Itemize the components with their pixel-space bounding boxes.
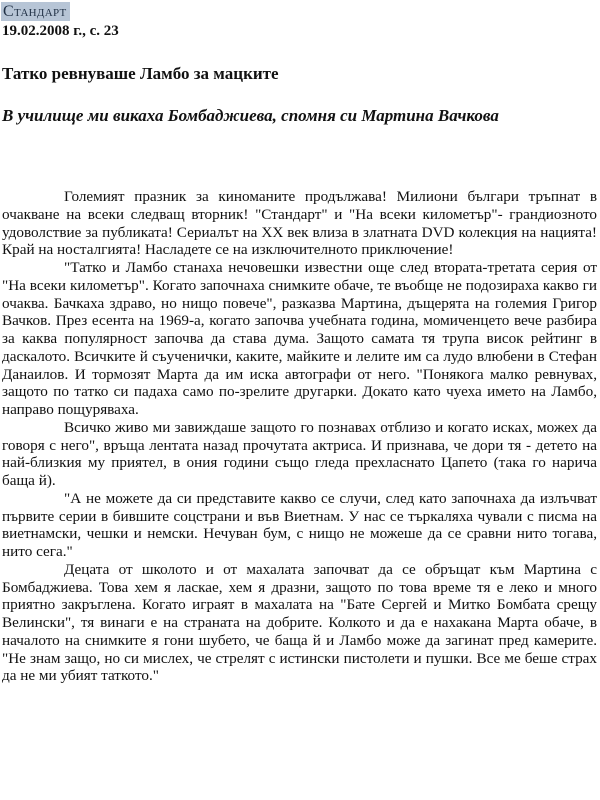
- article-headline: Татко ревнуваше Ламбо за мацките: [2, 64, 279, 83]
- article-subheadline: В училище ми викаха Бомбаджиева, спомня си Мартина Вачкова: [2, 106, 499, 125]
- article-body: [2, 188, 597, 685]
- paragraph: "Татко и Ламбо станаха нечовешки известни още след втората-третата серия от "На всеки километър". Когато започнаха снимките обаче, те въобще не подозираха какво ги очаква. Бачкаха здраво, но нищо повече", разказва Мартина, дъщерята на големия Григор Вачков. През есента на 1969-а, когато започва учебната година, момиченцето вече разбира за каква популярност започва да става дума. Защото самата тя трупа висок рейтинг в даскалото. Всичките й съученички, каките, майките и лелите им са лудо влюбени в Стефан Данаилов. И тормозят Марта да им иска автографи от него. "Понякога малко ревнувах, защото по татко си падаха само по-зрелите другарки. Докато като чуеха името на Ламбо, направо пощуряваха.: [2, 259, 597, 418]
- newspaper-masthead: Стандарт: [1, 2, 70, 21]
- paragraph-intro: Големият празник за киноманите продължава! Милиони българи тръпнат в очакване на всеки следващ вторник! "Стандарт" и "На всеки километър"- грандиозното удоволствие за публиката! Сериалът на XX век влиза в златната DVD колекция на нацията! Край на носталгията! Насладете се на изключителното приключение!: [2, 188, 597, 259]
- dateline: 19.02.2008 г., с. 23: [2, 23, 119, 39]
- paragraph: "А не можете да си представите какво се случи, след като започнаха да излъчват първите серии в бившите соцстрани и във Виетнам. У нас се търкаляха чували с писма на виетнамски, чешки и немски. Нечуван бум, с нищо не можеше да се сравни нито тогава, нито сега.": [2, 489, 597, 560]
- paragraph: Всичко живо ми завиждаше защото го познавах отблизо и когато исках, можех да говоря с него", връща лентата назад прочутата актриса. И признава, че дори тя - детето на най-близкия му приятел, в ония години също гледа прехласнато Цапето (така го нарича баща й).: [2, 418, 597, 489]
- paragraph: Децата от школото и от махалата започват да се обръщат към Мартина с Бомбаджиева. Това хем я ласкае, хем я дразни, защото по това време тя е леко и много приятно закръглена. Когато играят в махалата на "Бате Сергей и Митко Бомбата срещу Велински", тя винаги е на страната на добрите. Колкото и да е нахакана Марта обаче, в началото на снимките я гони шубето, че баща й и Ламбо може да загинат пред камерите. "Не знам защо, но си мислех, че стрелят с истински пистолети и пушки. Все ме беше страх да не ми убият таткото.": [2, 560, 597, 685]
